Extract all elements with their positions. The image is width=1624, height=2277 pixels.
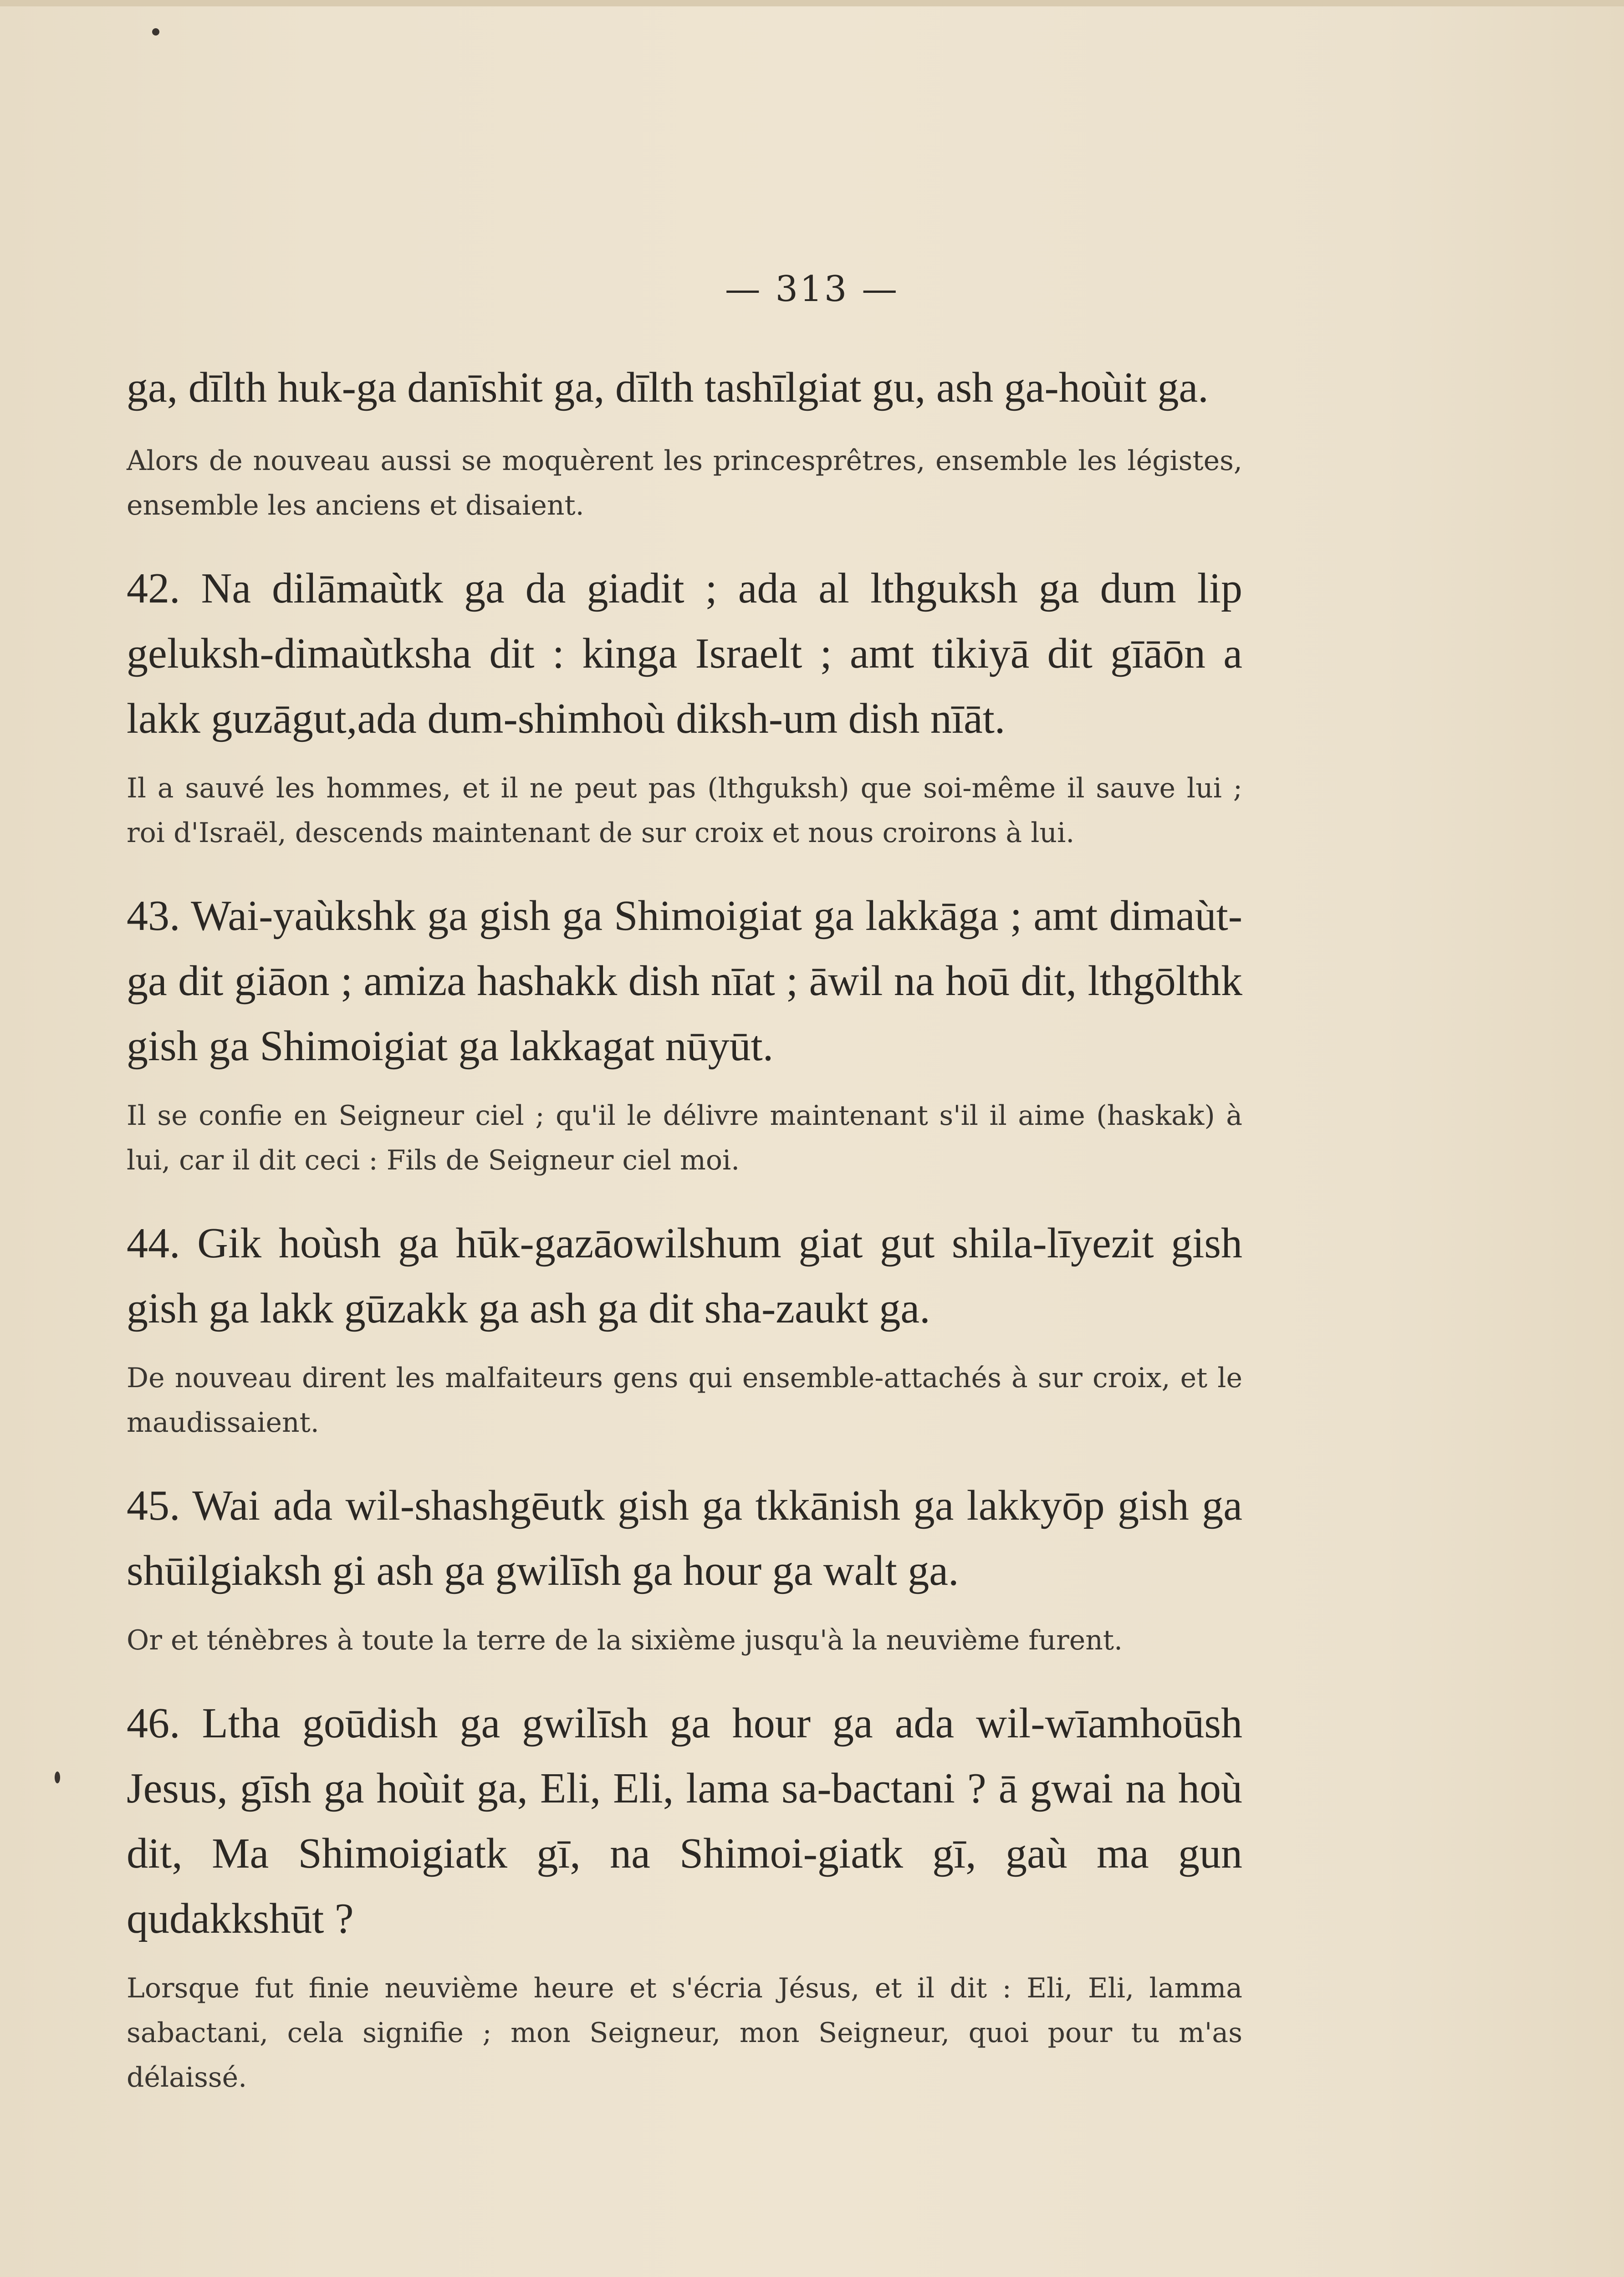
verse-42: 42. Na dilāmaùtk ga da giadit ; ada al lthguksh ga dum lip geluksh-dimaùtksha dit : kinga Israelt ; amt tikiyā dit gīāōn a lakk guzāgut,ada dum-shimhoù diksh-um dish nīāt.	[127, 565, 1242, 742]
page-number: — 313 —	[725, 269, 899, 310]
verse-46: 46. Ltha goūdish ga gwilīsh ga hour ga ada wil-wīamhoūsh Jesus, gīsh ga hoùit ga, Eli, Eli, lama sa-bactani ? ā gwai na hoù dit, Ma Shimoigiatk gī, na Shimoi-giatk gī, gaù ma gun qudakkshūt ?	[127, 1700, 1242, 1942]
verse-44: 44. Gik hoùsh ga hūk-gazāowilshum giat gut shila-līyezit gish gish ga lakk gūzakk ga ash ga dit sha-zaukt ga.	[127, 1220, 1242, 1332]
verse-43: 43. Wai-yaùkshk ga gish ga Shimoigiat ga lakkāga ; amt dimaùt- ga dit giāon ; amiza hashakk dish nīat ; āwil na hoū dit, lthgōlthk gish ga Shimoigiat ga lakkagat nūyūt.	[127, 892, 1242, 1070]
translation-44: De nouveau dirent les malfaiteurs gens qui ensemble-attachés à sur croix, et le maudissaient.	[127, 1362, 1242, 1439]
translation-46: Lorsque fut finie neuvième heure et s'écria Jésus, et il dit : Eli, Eli, lamma sabactani, cela signifie ; mon Seigneur, mon Seigneur, quoi pour tu m'as délaissé.	[127, 1972, 1242, 2093]
page-top-edge	[0, 0, 1624, 6]
translation-43: Il se confie en Seigneur ciel ; qu'il le délivre maintenant s'il il aime (haskak) à lui, car il dit ceci : Fils de Seigneur ciel moi.	[127, 1100, 1242, 1176]
translation-42: Il a sauvé les hommes, et il ne peut pas (lthguksh) que soi-même il sauve lui ; roi d'Israël, descends maintenant de sur croix et nous croirons à lui.	[127, 772, 1242, 849]
translation-45: Or et ténèbres à toute la terre de la sixième jusqu'à la neuvième furent.	[127, 1624, 1123, 1656]
verse-41-continuation: ga, dīlth huk-ga danīshit ga, dīlth tashīlgiat gu, ash ga-hoùit ga.	[127, 364, 1209, 411]
ink-speck	[152, 28, 159, 36]
verse-45: 45. Wai ada wil-shashgēutk gish ga tkkānish ga lakkyōp gish ga shūilgiaksh gi ash ga gwilīsh ga hour ga walt ga.	[127, 1482, 1242, 1594]
page-body	[127, 355, 1242, 2100]
translation-41: Alors de nouveau aussi se moquèrent les princesprêtres, ensemble les légistes, ensemble les anciens et disaient.	[127, 445, 1242, 521]
ink-speck	[55, 1772, 60, 1783]
